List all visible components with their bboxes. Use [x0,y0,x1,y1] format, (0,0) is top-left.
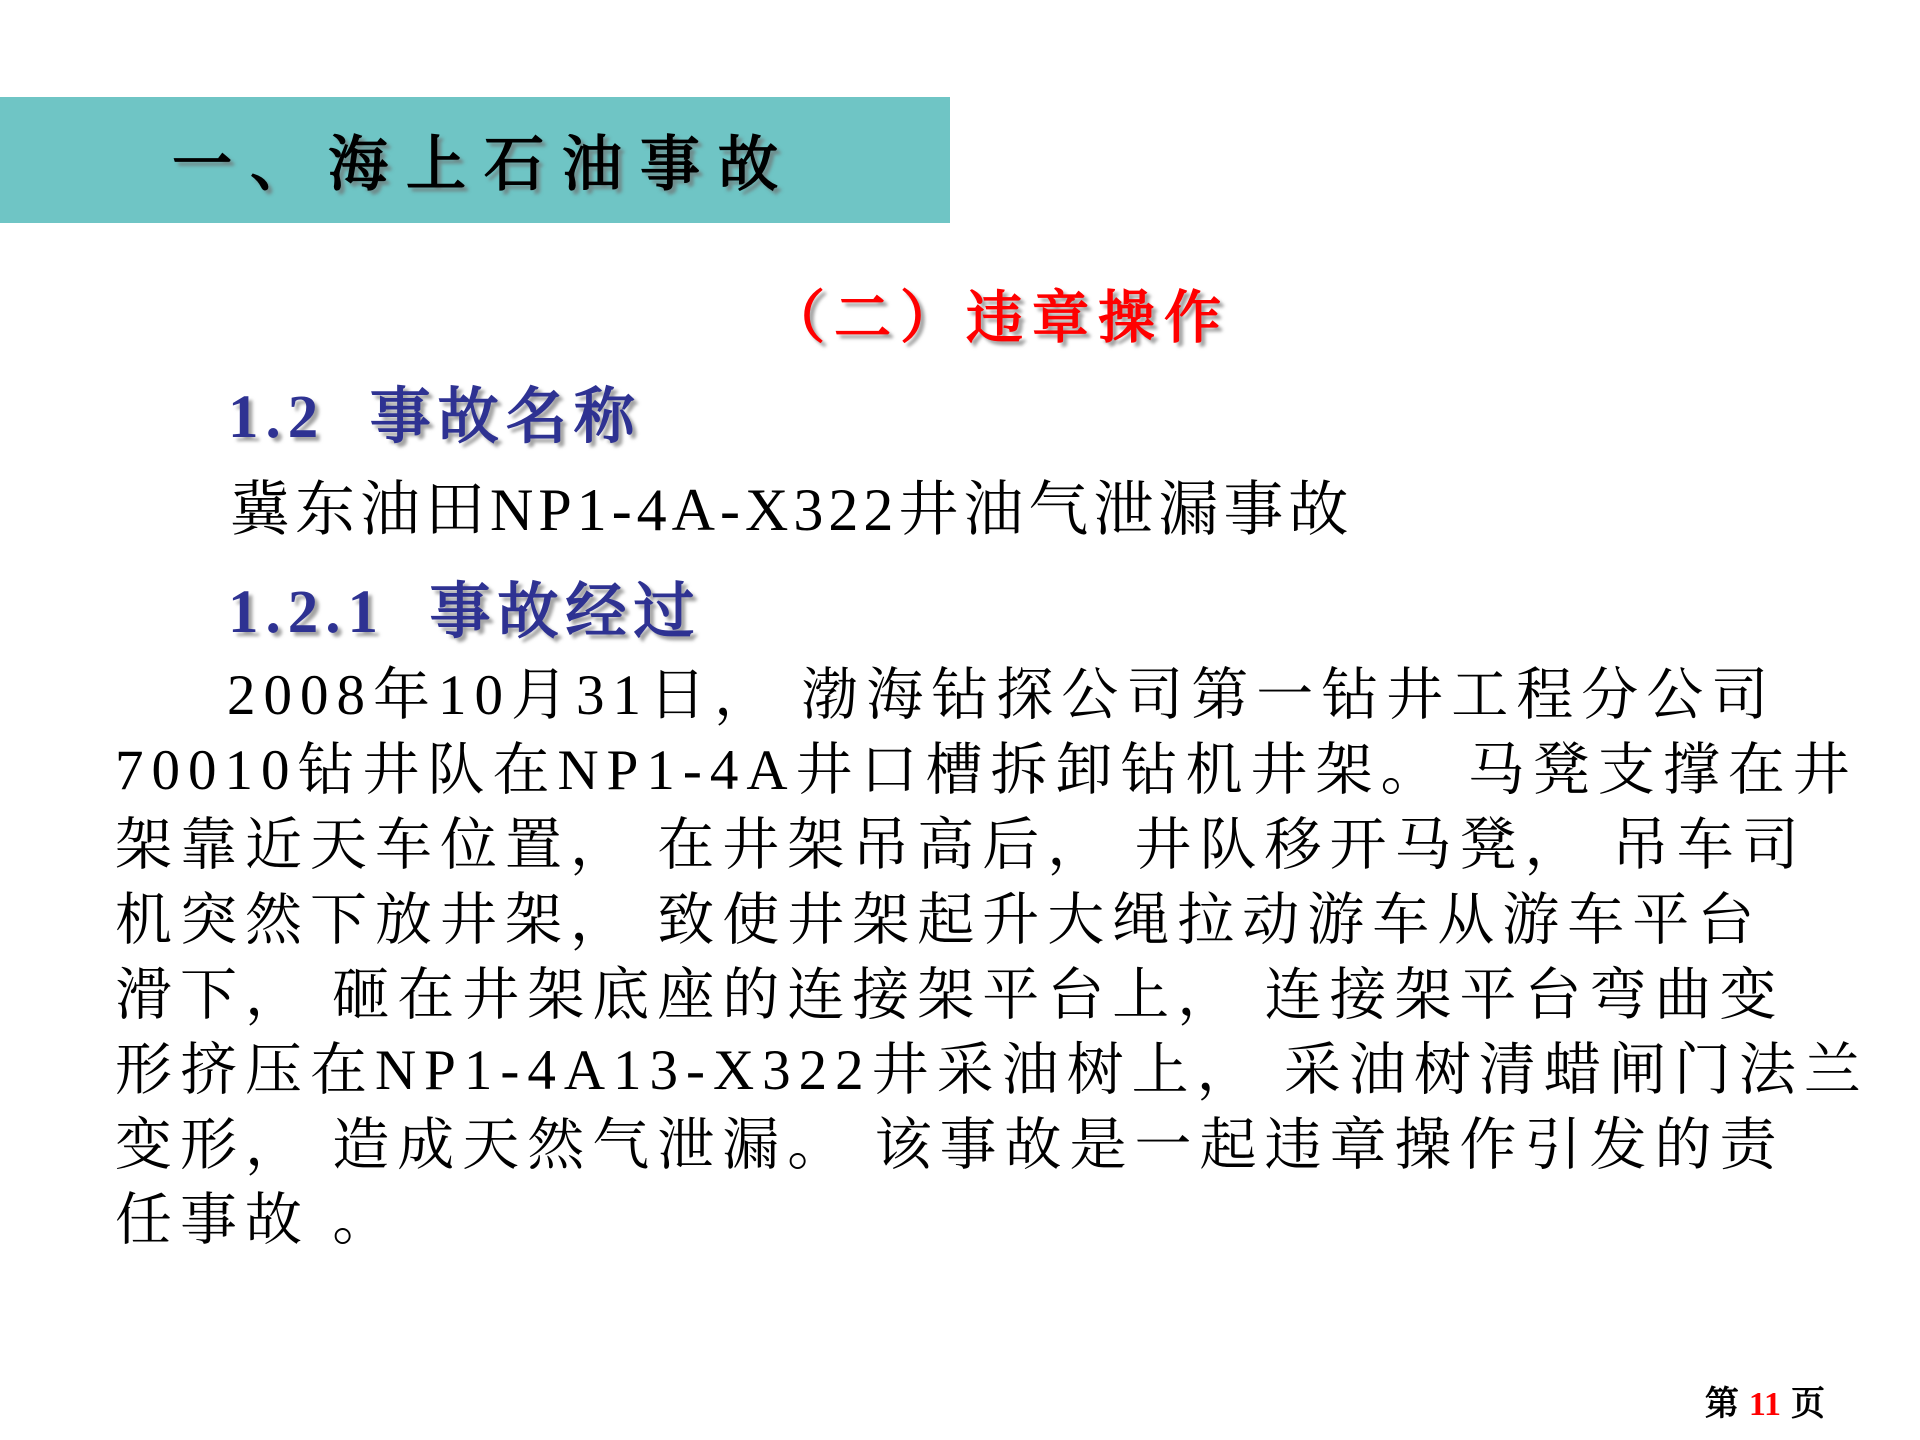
body-line: 架靠近天车位置， 在井架吊高后， 井队移开马凳， 吊车司 [115,814,1807,877]
page-footer [1671,1338,1825,1440]
body-line: 2008年10月31日， 渤海钻探公司第一钻井工程分公司 [227,664,1777,727]
accident-name-text: 冀东油田NP1-4A-X322井油气泄漏事故 [230,477,1354,543]
body-line: 70010钻井队在NP1-4A井口槽拆卸钻机井架。 马凳支撑在井 [115,739,1858,802]
body-line: 任事故 。 [115,1189,398,1252]
body-line: 滑下， 砸在井架底座的连接架平台上， 连接架平台弯曲变 [115,964,1785,1027]
body-line: 形挤压在NP1-4A13-X322井采油树上， 采油树清蜡闸门法兰 [115,1039,1869,1102]
accident-description [115,658,1869,1258]
heading-accident-course: 1.2.1 事故经过 [228,579,702,646]
slide-title-bar [0,97,950,223]
slide-title: 一、海上石油事故 [172,132,796,198]
body-line: 变形， 造成天然气泄漏。 该事故是一起违章操作引发的责 [115,1114,1785,1177]
section-subtitle: （二）违章操作 [768,287,1230,350]
body-line: 机突然下放井架， 致使井架起升大绳拉动游车从游车平台 [115,889,1763,952]
page-label-prefix: 第 [1704,1386,1739,1423]
page-number: 11 [1748,1386,1781,1423]
heading-accident-name: 1.2 事故名称 [228,384,642,451]
page-label-suffix: 页 [1791,1386,1825,1423]
